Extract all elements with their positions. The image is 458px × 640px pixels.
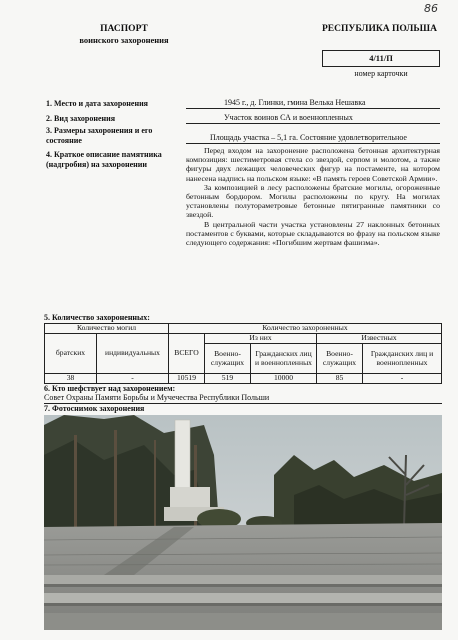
document-subtitle: воинского захоронения	[79, 35, 169, 45]
field-2-value: Участок воинов СА и военнопленных	[186, 113, 440, 124]
col-civilians-pow: Гражданских лиц и военнопленных	[251, 344, 317, 374]
section-7-label: 7. Фотоснимок захоронения	[44, 404, 145, 413]
col-mass-graves: братских	[45, 334, 97, 374]
table-cell: -	[97, 374, 169, 384]
col-total: ВСЕГО	[169, 334, 205, 374]
field-4-label: 4. Краткое описание памятника (надгробия) на захоронении	[46, 150, 162, 169]
header-of-them: Из них	[205, 334, 317, 344]
section-5-label: 5. Количество захороненных:	[44, 313, 150, 322]
header-buried-count: Количество захороненных	[169, 324, 442, 334]
burial-photo-image	[44, 415, 442, 630]
table-row	[45, 374, 442, 384]
document-header	[64, 24, 184, 46]
card-number-caption: номер карточки	[354, 69, 408, 78]
col-military: Военно-служащих	[205, 344, 251, 374]
field-1-value: 1945 г., д. Глинки, гмина Велька Нешавка	[186, 98, 440, 109]
col-known-civilians-pow: Гражданских лиц и военнопленных	[363, 344, 442, 374]
description-paragraph: За композицией в лесу расположены братские могилы, огороженные бетонным бордюром. Могилы расположены по кругу. На могилах установлены полутораметровые бетонные пятигранные памятники со звездой.	[186, 182, 440, 220]
table-cell: 10519	[169, 374, 205, 384]
field-2-label: 2. Вид захоронения	[46, 114, 116, 123]
document-title: ПАСПОРТ	[100, 24, 148, 34]
section-6-value: Совет Охраны Памяти Борьбы и Мучечества Республики Польши	[44, 393, 442, 404]
col-known-military: Военно-служащих	[317, 344, 363, 374]
description-paragraph: Перед входом на захоронение расположена бетонная архитектурная композиция: шестиметровая стела со звездой, серпом и молотом, а также фигуры двух лежащих человеческих фигур на постаменте, на котором нанесена надпись на польском языке: «В память героев Советской Армии».	[186, 146, 440, 183]
field-1-label: 1. Место и дата захоронения	[46, 99, 149, 108]
burials-table	[44, 323, 442, 384]
table-cell: 10000	[251, 374, 317, 384]
field-3-value: Площадь участка – 5,1 га. Состояние удовлетворительное	[186, 133, 440, 144]
description-paragraph: В центральной части участка установлены 27 наклонных бетонных постаментов с буквами, которые складываются во фразу на польском языке следующего содержания: «Погибшим жертвам фашизма».	[186, 219, 440, 248]
header-graves-count: Количество могил	[45, 324, 169, 334]
section-6-label: 6. Кто шефствует над захоронением:	[44, 384, 176, 393]
burial-photo	[44, 415, 442, 630]
table-cell: 38	[45, 374, 97, 384]
header-known: Известных	[317, 334, 442, 344]
country-title: РЕСПУБЛИКА ПОЛЬША	[322, 24, 437, 34]
page-number: 86	[424, 2, 438, 15]
monument-description	[186, 146, 440, 247]
table-cell: -	[363, 374, 442, 384]
field-3-label: 3. Размеры захоронения и его состояние	[46, 126, 153, 145]
table-cell: 519	[205, 374, 251, 384]
card-number: 4/11/П	[322, 50, 440, 67]
col-individual-graves: индивидуальных	[97, 334, 169, 374]
table-cell: 85	[317, 374, 363, 384]
